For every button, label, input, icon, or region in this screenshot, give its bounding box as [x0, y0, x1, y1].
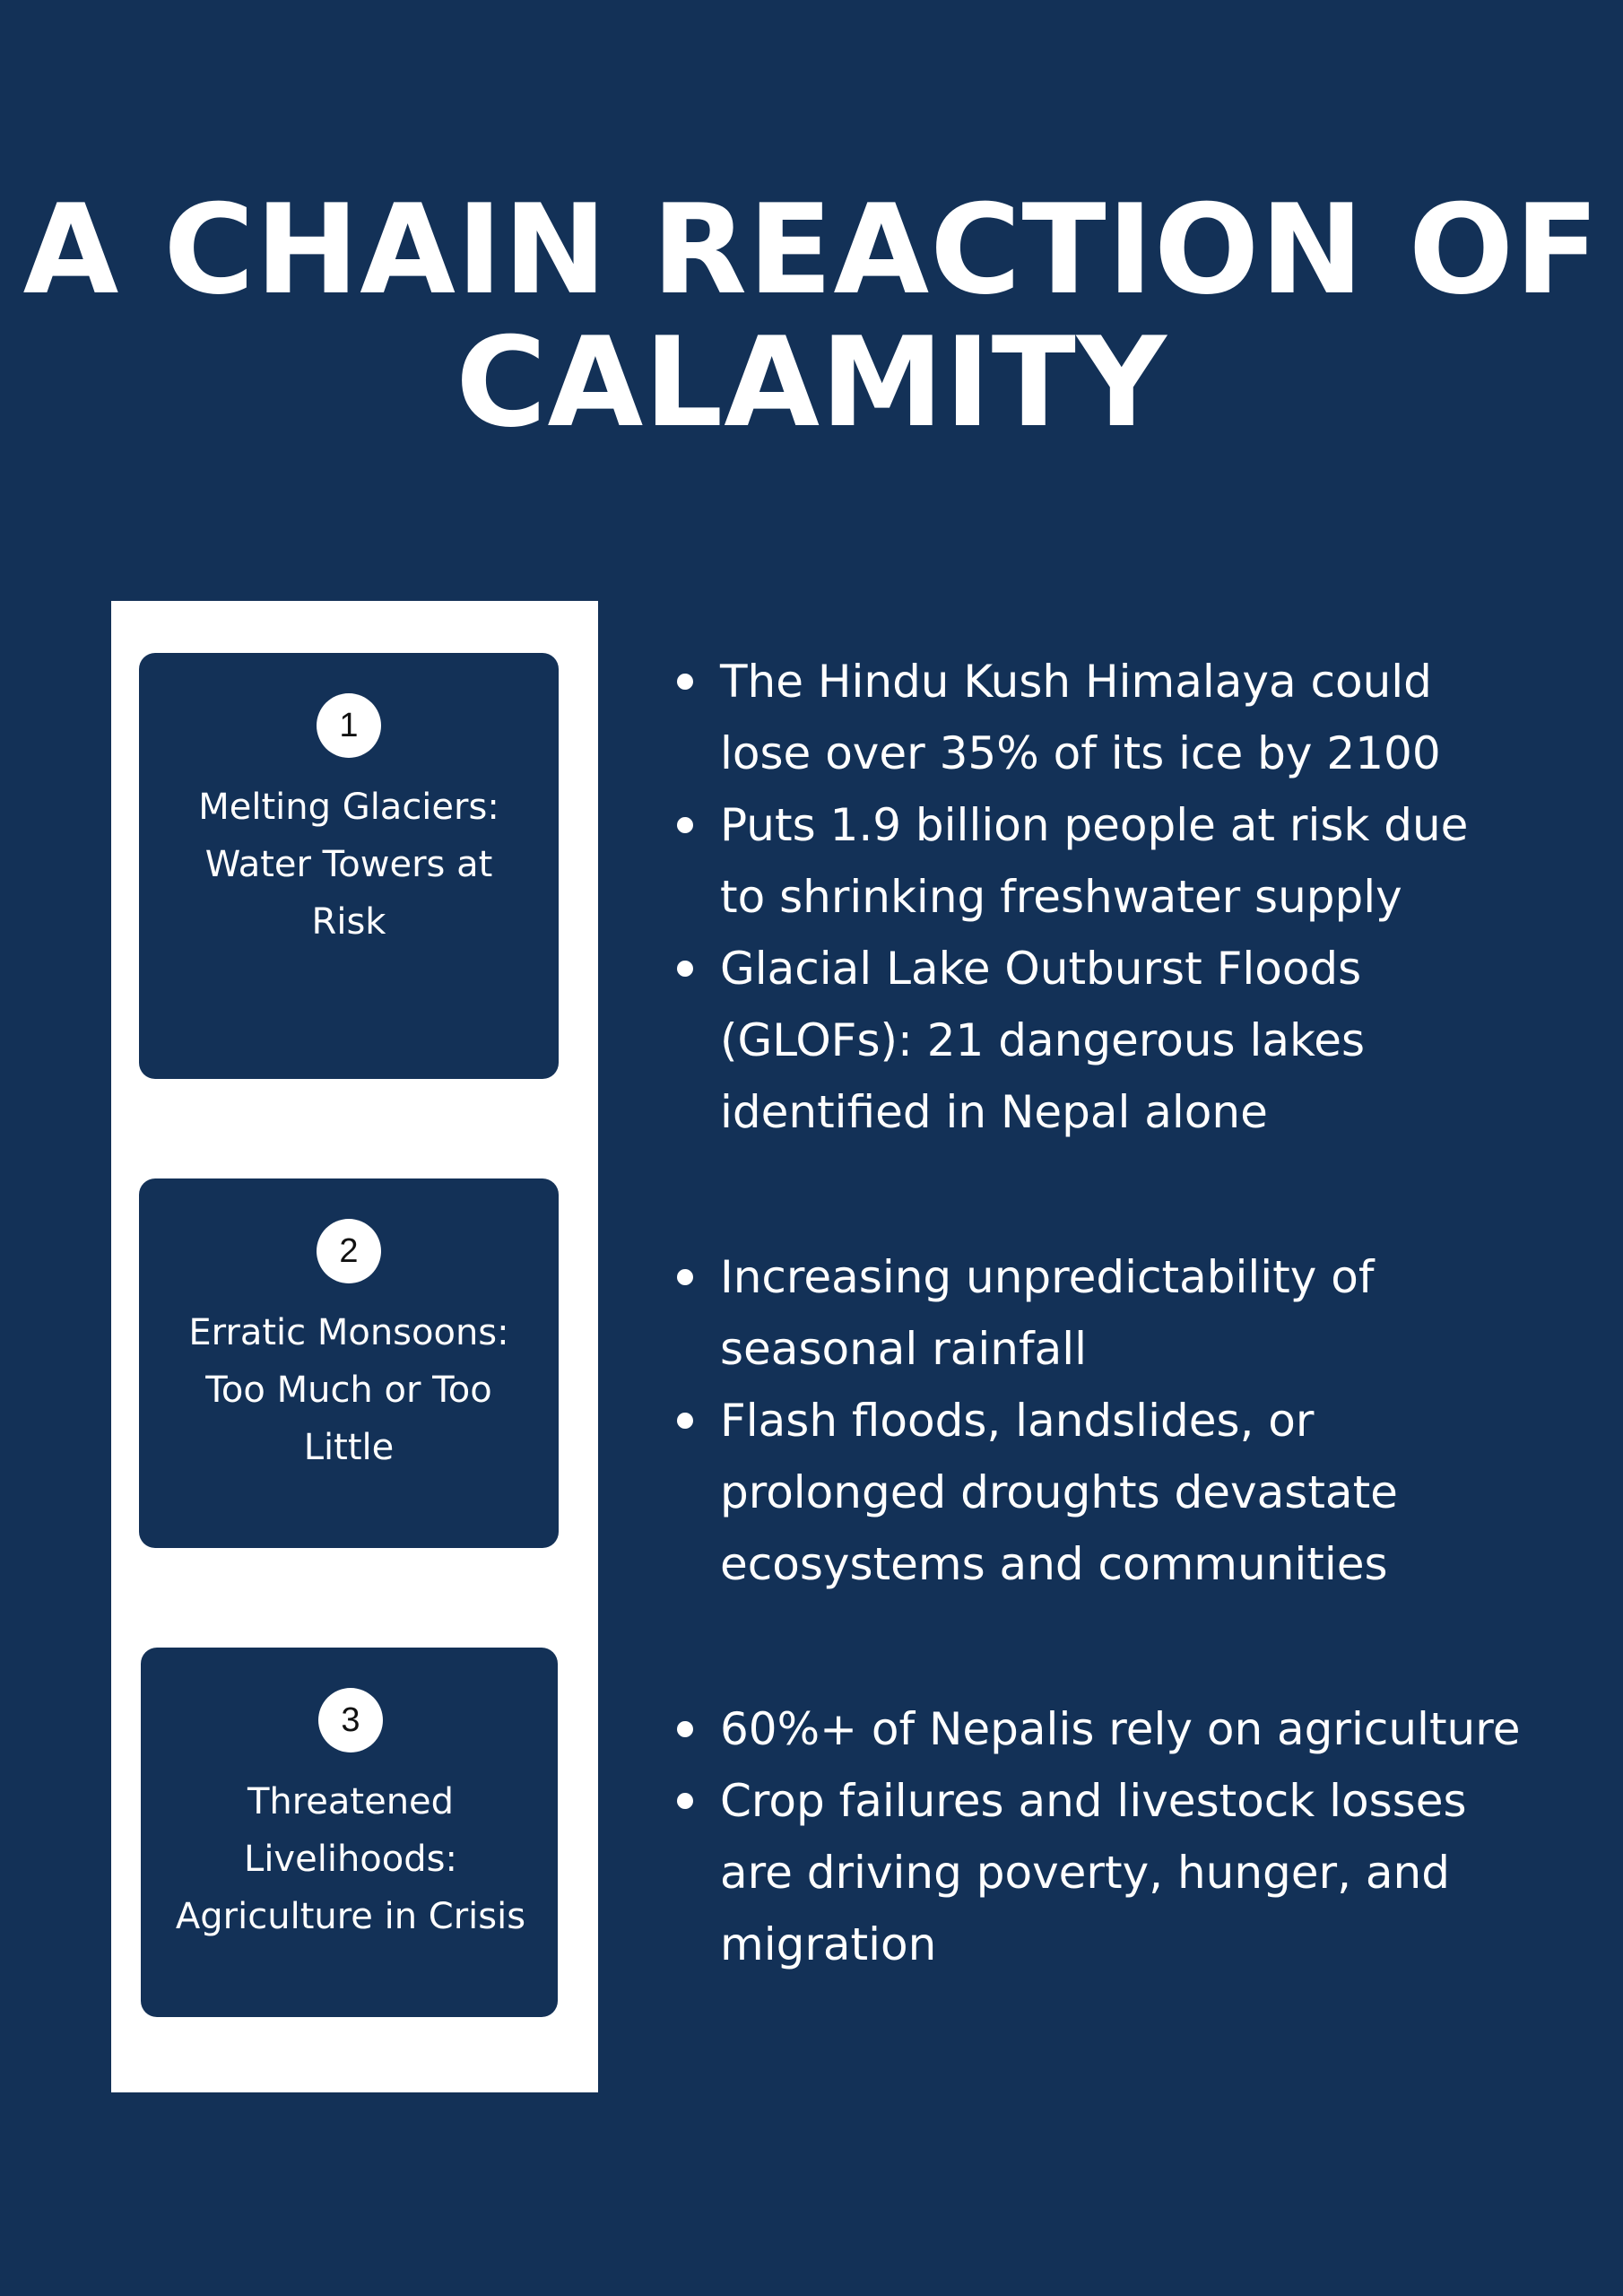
bullet-dot-icon	[677, 1721, 693, 1737]
bullet-dot-icon	[677, 817, 693, 833]
step-number-badge: 2	[317, 1219, 381, 1283]
step-label-line: Agriculture in Crisis	[175, 1896, 526, 1937]
step-label-line: Little	[303, 1427, 395, 1468]
step-label-line: Too Much or Too	[205, 1370, 492, 1411]
page-title-line-2: CALAMITY	[456, 310, 1167, 455]
page-title	[0, 178, 1623, 455]
bullet-line: Glacial Lake Outburst Floods	[720, 943, 1362, 995]
bullet-dot-icon	[677, 674, 693, 690]
bullet-item	[673, 1241, 1587, 1385]
step-label	[159, 1773, 542, 1945]
bullet-line: identified in Nepal alone	[720, 1086, 1268, 1138]
step-label-line: Water Towers at	[204, 844, 493, 885]
step-2-bullet-list	[673, 1241, 1587, 1600]
step-3-bullet-list	[673, 1693, 1587, 1980]
bullet-line: (GLOFs): 21 dangerous lakes	[720, 1014, 1366, 1066]
step-number-badge: 1	[317, 693, 381, 758]
bullet-dot-icon	[677, 961, 693, 977]
step-label	[157, 778, 541, 951]
bullet-item	[673, 1693, 1587, 1765]
bullet-item	[673, 1765, 1587, 1980]
bullet-item	[673, 1385, 1587, 1600]
bullet-line: The Hindu Kush Himalaya could	[720, 656, 1432, 708]
step-label-line: Livelihoods:	[244, 1839, 457, 1880]
bullet-line: Puts 1.9 billion people at risk due	[720, 799, 1469, 851]
step-label-line: Melting Glaciers:	[198, 787, 499, 828]
bullet-dot-icon	[677, 1413, 693, 1429]
step-label-line: Threatened	[247, 1781, 455, 1822]
step-label-line: Risk	[311, 901, 386, 943]
bullet-line: prolonged droughts devastate	[720, 1466, 1398, 1518]
bullet-line: migration	[720, 1918, 937, 1970]
bullet-dot-icon	[677, 1269, 693, 1285]
bullet-item	[673, 933, 1587, 1148]
bullet-line: 60%+ of Nepalis rely on agriculture	[720, 1703, 1521, 1755]
step-label	[157, 1304, 541, 1476]
step-label-line: Erratic Monsoons:	[188, 1312, 509, 1353]
bullet-item	[673, 789, 1587, 933]
step-number-badge: 3	[318, 1688, 383, 1752]
bullet-line: Crop failures and livestock losses	[720, 1775, 1467, 1827]
bullet-line: seasonal rainfall	[720, 1323, 1088, 1375]
step-card-2	[139, 1178, 559, 1548]
bullet-item	[673, 646, 1587, 789]
page-title-line-1: A CHAIN REACTION OF	[22, 178, 1601, 322]
step-card-1	[139, 653, 559, 1079]
bullet-dot-icon	[677, 1793, 693, 1809]
step-card-3	[141, 1648, 558, 2017]
bullet-line: ecosystems and communities	[720, 1538, 1388, 1590]
bullet-line: Flash floods, landslides, or	[720, 1395, 1315, 1447]
bullet-line: lose over 35% of its ice by 2100	[720, 727, 1441, 779]
step-1-bullet-list	[673, 646, 1587, 1148]
bullet-line: are driving poverty, hunger, and	[720, 1847, 1450, 1899]
bullet-line: to shrinking freshwater supply	[720, 871, 1402, 923]
bullet-line: Increasing unpredictability of	[720, 1251, 1375, 1303]
